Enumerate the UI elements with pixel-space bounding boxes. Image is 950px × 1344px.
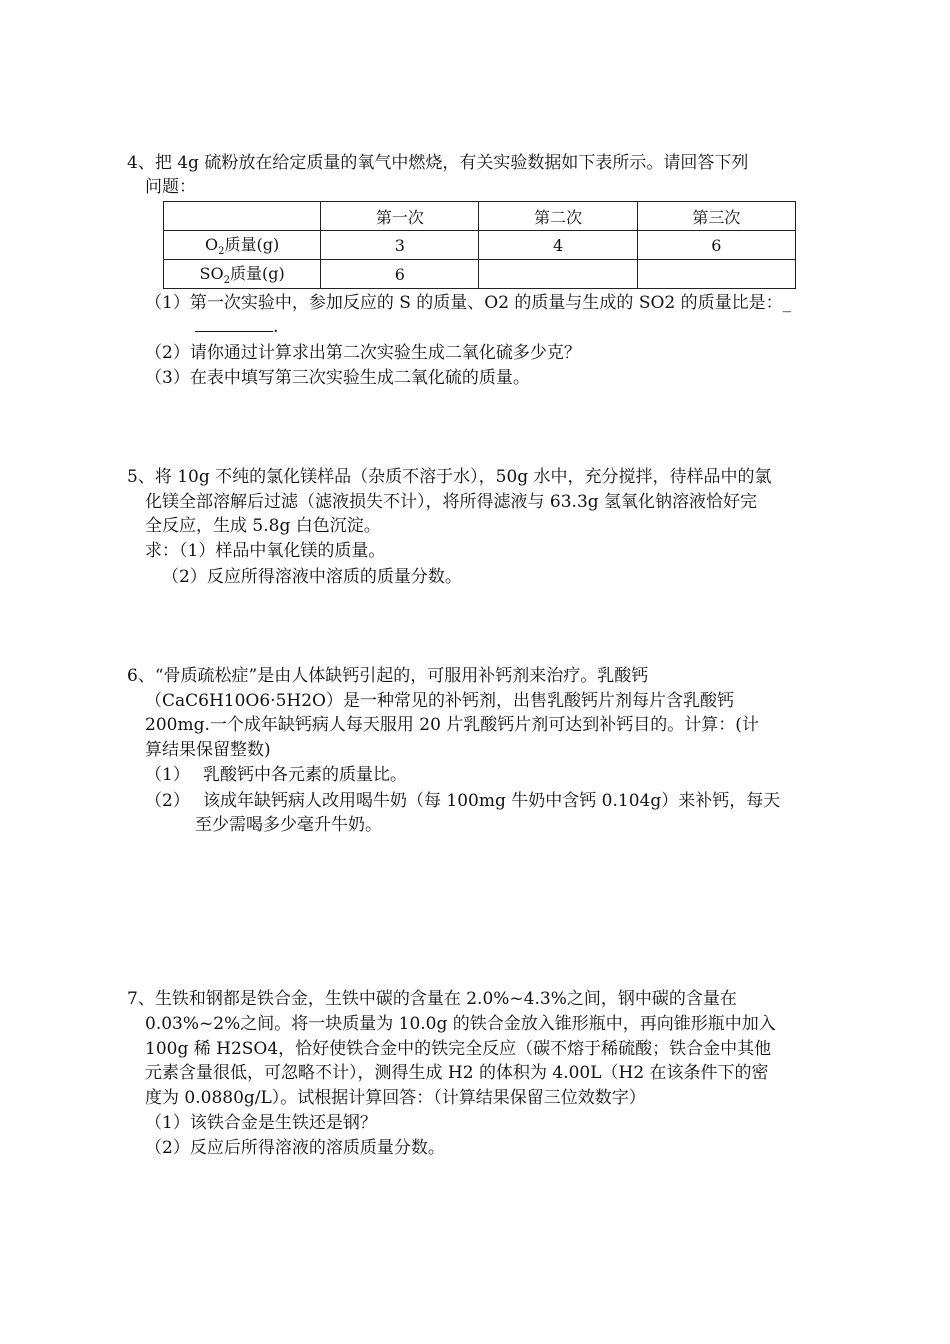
table-header-row: [164, 202, 796, 231]
table-row: [164, 231, 796, 260]
table-header-cell: 第一次: [321, 202, 479, 231]
q6-sub1-text: 乳酸钙中各元素的质量比。: [203, 765, 407, 785]
q5-line3: 全反应，生成 5.8g 白色沉淀。: [145, 516, 381, 536]
q7-line3: 100g 稀 H2SO4，恰好使铁合金中的铁完全反应（碳不熔于稀硫酸；铁合金中其他: [145, 1039, 772, 1059]
q4-title-line1: 4、把 4g 硫粉放在给定质量的氧气中燃烧，有关实验数据如下表所示。请回答下列: [127, 153, 749, 173]
table-cell: 6: [637, 231, 795, 260]
q7-line2: 0.03%~2%之间。将一块质量为 10.0g 的铁合金放入锥形瓶中，再向锥形瓶中加入: [145, 1014, 776, 1034]
q7-line5: 度为 0.0880g/L）。试根据计算回答：（计算结果保留三位效数字）: [145, 1088, 646, 1108]
table-cell: 3: [321, 231, 479, 260]
q5-line2: 化镁全部溶解后过滤（滤液损失不计），将所得滤液与 63.3g 氢氧化钠溶液恰好完: [145, 492, 758, 512]
q6-line3: 200mg.一个成年缺钙病人每天服用 20 片乳酸钙片剂可达到补钙目的。计算：(计: [145, 715, 759, 735]
table-row: [164, 260, 796, 289]
table-cell: [479, 260, 637, 289]
q6-sub2-num: （2）: [145, 791, 190, 811]
table-cell: 6: [321, 260, 479, 289]
answer-blank[interactable]: [195, 317, 273, 332]
q5-line1: 5、将 10g 不纯的氯化镁样品（杂质不溶于水），50g 水中，充分搅拌，待样品中的氯: [127, 467, 772, 487]
label-suffix: 质量(g): [224, 235, 280, 255]
table-cell: 4: [479, 231, 637, 260]
q5-line5: （2）反应所得溶液中溶质的质量分数。: [162, 567, 462, 587]
label-prefix: O: [205, 235, 219, 255]
row-label-o2: [164, 231, 321, 260]
table-header-cell: 第二次: [479, 202, 637, 231]
label-subscript: 2: [218, 246, 225, 258]
row-label-so2: [164, 260, 321, 289]
q7-line1: 7、生铁和钢都是铁合金，生铁中碳的含量在 2.0%~4.3%之间，钢中碳的含量在: [127, 989, 737, 1009]
q6-sub2-text-line1: 该成年缺钙病人改用喝牛奶（每 100mg 牛奶中含钙 0.104g）来补钙，每天: [203, 791, 781, 811]
q6-sub2-text-line2: 至少需喝多少毫升牛奶。: [195, 815, 382, 835]
label-subscript: 2: [223, 275, 230, 287]
q7-line4: 元素含量很低，可忽略不计），测得生成 H2 的体积为 4.00L（H2 在该条件下的密: [145, 1063, 769, 1083]
label-prefix: SO: [199, 264, 224, 284]
q4-title-line2: 问题：: [145, 177, 196, 197]
q4-sub3: （3）在表中填写第三次实验生成二氧化硫的质量。: [145, 368, 530, 388]
q4-sub1-line1: （1）第一次实验中，参加反应的 S 的质量、O2 的质量与生成的 SO2 的质量比是：_: [145, 293, 792, 313]
label-suffix: 质量(g): [229, 264, 285, 284]
table-header-cell: [164, 202, 321, 231]
q6-sub1-num: （1）: [145, 765, 190, 785]
q7-sub2: （2）反应后所得溶液的溶质质量分数。: [145, 1138, 445, 1158]
q7-sub1: （1）该铁合金是生铁还是钢？: [145, 1113, 377, 1133]
q6-line2: （CaC6H10O6·5H2O）是一种常见的补钙剂，出售乳酸钙片剂每片含乳酸钙: [145, 691, 734, 711]
table-cell: [637, 260, 795, 289]
q5-line4: 求：（1）样品中氧化镁的质量。: [145, 541, 386, 561]
q4-sub1-line2: [195, 315, 278, 339]
q4-sub2: （2）请你通过计算求出第二次实验生成二氧化硫多少克？: [145, 343, 581, 363]
q4-sub1-period: .: [273, 317, 279, 337]
q6-line4: 算结果保留整数): [145, 740, 271, 760]
table-header-cell: 第三次: [637, 202, 795, 231]
q6-line1: 6、“骨质疏松症”是由人体缺钙引起的，可服用补钙剂来治疗。乳酸钙: [127, 666, 649, 686]
q4-data-table: [163, 201, 796, 289]
